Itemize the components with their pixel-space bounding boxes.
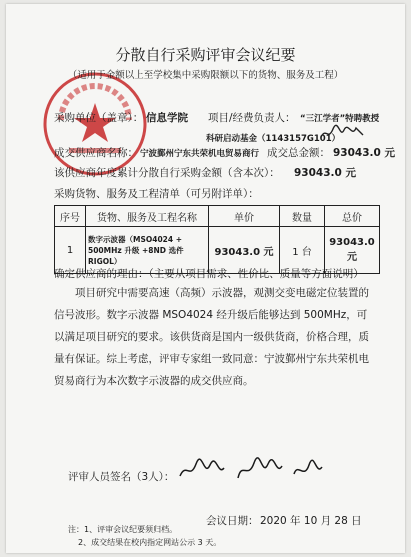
annual-amount-label: 该供应商年度累计分散自行采购金额（含本次）：	[54, 167, 280, 179]
document-subtitle: （适用于金额以上至学校集中采购限额以下的货物、服务及工程）	[67, 70, 344, 81]
reviewers-label: 评审人员签名（3人）：	[68, 471, 175, 483]
project-fund: 科研启动基金（1143157G101）	[206, 134, 341, 144]
note-1: 注：1、评审会议纪要须归档。	[68, 525, 178, 534]
meeting-date-value: 2020 年 10 月 28 日	[260, 515, 362, 527]
meeting-date-label: 会议日期：	[206, 515, 259, 527]
header-name: 货物、服务及工程名称	[86, 206, 209, 227]
unit-value: 信息学院	[146, 112, 188, 124]
cell-name: 数字示波器（MSO4024 + 500MHz 升级 +8ND 选件 RIGOL）	[86, 227, 209, 274]
document-page	[6, 4, 405, 553]
amount-label: 成交总金额：	[267, 147, 330, 159]
cell-unit-price: 93043.0 元	[209, 227, 280, 274]
table-header-row	[55, 206, 380, 227]
note-2: 2、成交结果在校内指定网站公示 3 天。	[78, 538, 222, 547]
project-label: 项目/经费负责人：	[208, 112, 296, 124]
reason-paragraph: 项目研究中需要高速（高频）示波器，观测交变电磁定位装置的信号波形。数字示波器 MSO4024 经升级后能够达到 500MHz，可以满足项目研究的要求。该供货商是国内一级供货商，价格合理，质量有保证。综上考虑，评审专家组一致同意：宁波鄞州宁东共荣机电贸易商行为本次数字示波器的成交供应商。	[54, 287, 369, 387]
items-table	[54, 205, 380, 274]
supplier-label: 成交供应商名称：	[54, 147, 138, 159]
item-list-label: 采购货物、服务及工程清单（可另附详单）：	[54, 188, 259, 200]
annual-amount-value: 93043.0 元	[294, 167, 356, 179]
unit-label: 采购单位（盖章）：	[54, 112, 144, 124]
cell-no: 1	[55, 227, 86, 274]
project-lead-signature	[318, 123, 366, 143]
reason-label: 确定供应商的理由：（主要从项目需求、性价比、质量等方面说明）	[54, 268, 364, 280]
header-total: 总价	[325, 206, 380, 227]
header-qty: 数量	[280, 206, 325, 227]
header-unit-price: 单价	[209, 206, 280, 227]
amount-value: 93043.0 元	[333, 147, 395, 159]
reviewer-signatures	[176, 456, 326, 484]
header-no: 序号	[55, 206, 86, 227]
cell-total: 93043.0 元	[325, 227, 380, 274]
document-title: 分散自行采购评审会议纪要	[115, 46, 296, 64]
supplier-value: 宁波鄞州宁东共荣机电贸易商行	[140, 149, 260, 159]
project-value: “三江学者”特聘教授	[300, 114, 380, 124]
cell-qty: 1 台	[280, 227, 325, 274]
